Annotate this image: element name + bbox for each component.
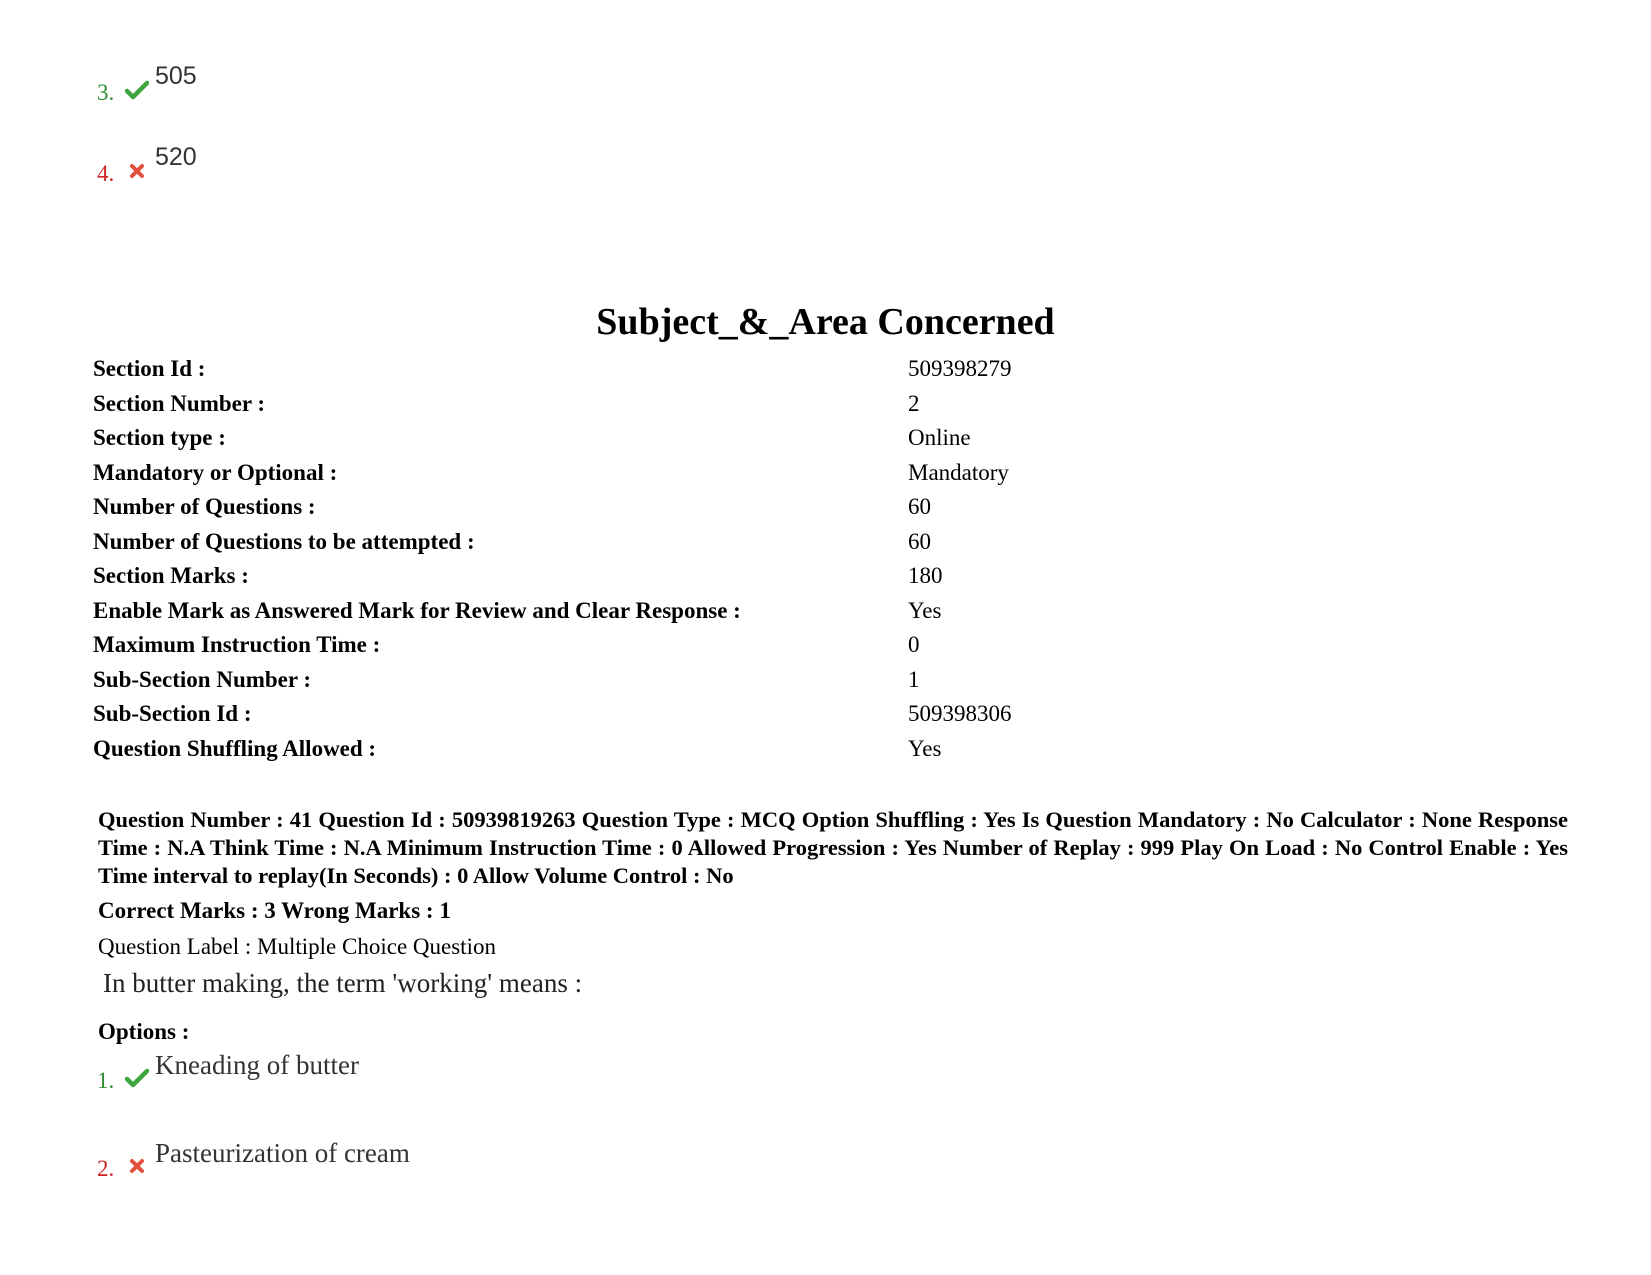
info-row — [93, 663, 1093, 698]
check-icon — [123, 76, 151, 104]
check-icon — [123, 1064, 151, 1092]
info-row — [93, 421, 1093, 456]
option-item — [97, 1138, 410, 1182]
info-row — [93, 387, 1093, 422]
cross-icon — [123, 1152, 151, 1180]
info-value: 509398279 — [908, 356, 1012, 382]
info-label: Section Marks : — [93, 563, 249, 589]
info-label: Enable Mark as Answered Mark for Review and Clear Response : — [93, 597, 741, 623]
question-marks: Correct Marks : 3 Wrong Marks : 1 — [98, 898, 451, 923]
option-number: 4. — [97, 161, 115, 186]
info-label: Question Shuffling Allowed : — [93, 735, 377, 761]
info-label: Sub-Section Id : — [93, 701, 252, 727]
option-text: Pasteurization of cream — [155, 1138, 410, 1168]
option-number: 3. — [97, 80, 115, 105]
info-row — [93, 352, 1093, 387]
info-value: 2 — [908, 390, 920, 416]
info-label: Number of Questions : — [93, 494, 316, 520]
info-row — [93, 559, 1093, 594]
info-row — [93, 490, 1093, 525]
info-value: 60 — [908, 494, 931, 520]
option-item — [97, 1050, 359, 1094]
info-value: Mandatory — [908, 459, 1009, 485]
info-label: Sub-Section Number : — [93, 666, 312, 692]
info-label: Section Number : — [93, 390, 266, 416]
info-value: 509398306 — [908, 701, 1012, 727]
option-text: Kneading of butter — [155, 1050, 359, 1080]
option-text: 505 — [155, 62, 197, 90]
option-item — [97, 143, 197, 187]
info-value: Online — [908, 425, 971, 451]
section-info-table — [93, 352, 1093, 766]
info-value: Yes — [908, 597, 942, 623]
info-label: Number of Questions to be attempted : — [93, 528, 475, 554]
info-value: 1 — [908, 666, 920, 692]
info-row — [93, 525, 1093, 560]
info-label: Section type : — [93, 425, 226, 451]
info-label: Maximum Instruction Time : — [93, 632, 381, 658]
info-row — [93, 732, 1093, 767]
option-item — [97, 62, 197, 106]
option-text: 520 — [155, 143, 197, 171]
section-title: Subject_&_Area Concerned — [596, 301, 1055, 343]
info-row — [93, 456, 1093, 491]
info-value: 180 — [908, 563, 943, 589]
info-row — [93, 594, 1093, 629]
option-number: 1. — [97, 1068, 115, 1093]
option-number: 2. — [97, 1156, 115, 1181]
question-text: In butter making, the term 'working' means : — [103, 968, 583, 998]
info-value: 0 — [908, 632, 920, 658]
options-heading: Options : — [98, 1019, 190, 1044]
cross-icon — [123, 157, 151, 185]
question-label: Question Label : Multiple Choice Question — [98, 934, 496, 959]
info-label: Section Id : — [93, 356, 206, 382]
info-value: Yes — [908, 735, 942, 761]
info-label: Mandatory or Optional : — [93, 459, 338, 485]
info-value: 60 — [908, 528, 931, 554]
info-row — [93, 697, 1093, 732]
question-meta: Question Number : 41 Question Id : 50939819263 Question Type : MCQ Option Shuffling : Yes Is Question Mandatory : No Calculator : None Response Time : N.A Think Time : N.A Minimum Instruction Time : 0 Allowed Progression : Yes Number of Replay : 999 Play On Load : No Control Enable : Yes Time interval to replay(In Seconds) : 0 Allow Volume Control : No — [98, 807, 1568, 888]
info-row — [93, 628, 1093, 663]
